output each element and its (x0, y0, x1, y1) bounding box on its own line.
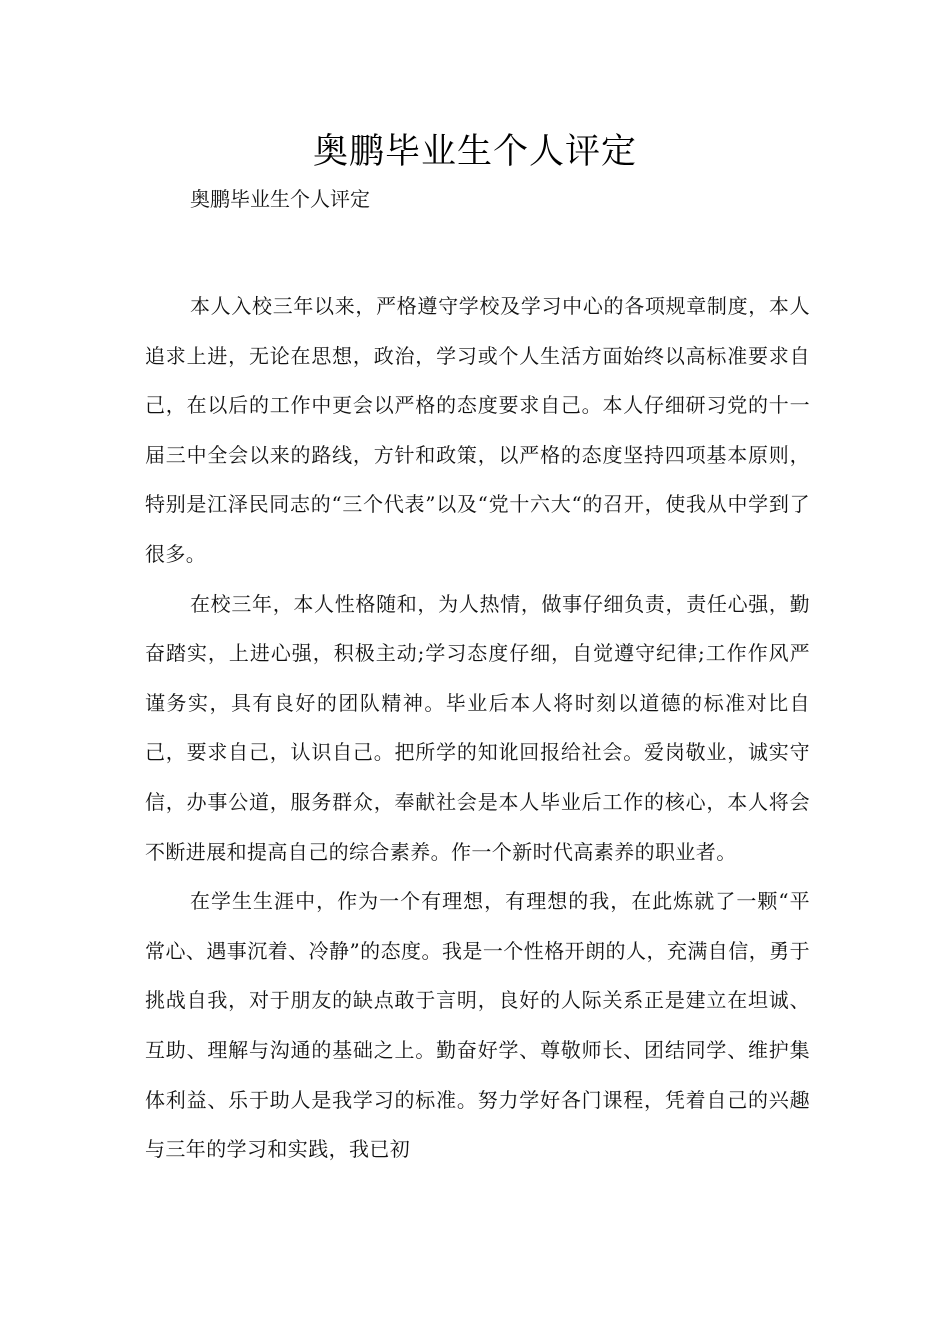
document-subtitle: 奥鹏毕业生个人评定 (190, 187, 370, 211)
paragraph: 在校三年，本人性格随和，为人热情，做事仔细负责，责任心强，勤奋踏实，上进心强，积极主动;学习态度仔细，自觉遵守纪律;工作作风严谨务实，具有良好的团队精神。毕业后本人将时刻以道德的标准对比自己，要求自己，认识自己。把所学的知讹回报给社会。爱岗敬业，诚实守信，办事公道，服务群众，奉献社会是本人毕业后工作的核心，本人将会不断进展和提高自己的综合素养。作一个新时代高素养的职业者。 (145, 591, 810, 864)
document-title: 奥鹏毕业生个人评定 (312, 132, 637, 172)
paragraph: 本人入校三年以来，严格遵守学校及学习中心的各项规章制度，本人追求上进，无论在思想，政治，学习或个人生活方面始终以高标准要求自己，在以后的工作中更会以严格的态度要求自己。本人仔细研习党的十一届三中全会以来的路线，方针和政策，以严格的态度坚持四项基本原则，特别是江泽民同志的“三个代表”以及“党十六大“的召开，使我从中学到了很多。 (145, 294, 810, 566)
document-body (145, 282, 810, 1175)
paragraph: 在学生生涯中，作为一个有理想，有理想的我，在此炼就了一颗“平常心、遇事沉着、冷静”的态度。我是一个性格开朗的人，充满自信，勇于挑战自我，对于朋友的缺点敢于言明，良好的人际关系正是建立在坦诚、互助、理解与沟通的基础之上。勤奋好学、尊敬师长、团结同学、维护集体利益、乐于助人是我学习的标准。努力学好各门课程，凭着自己的兴趣与三年的学习和实践，我已初 (145, 889, 810, 1162)
